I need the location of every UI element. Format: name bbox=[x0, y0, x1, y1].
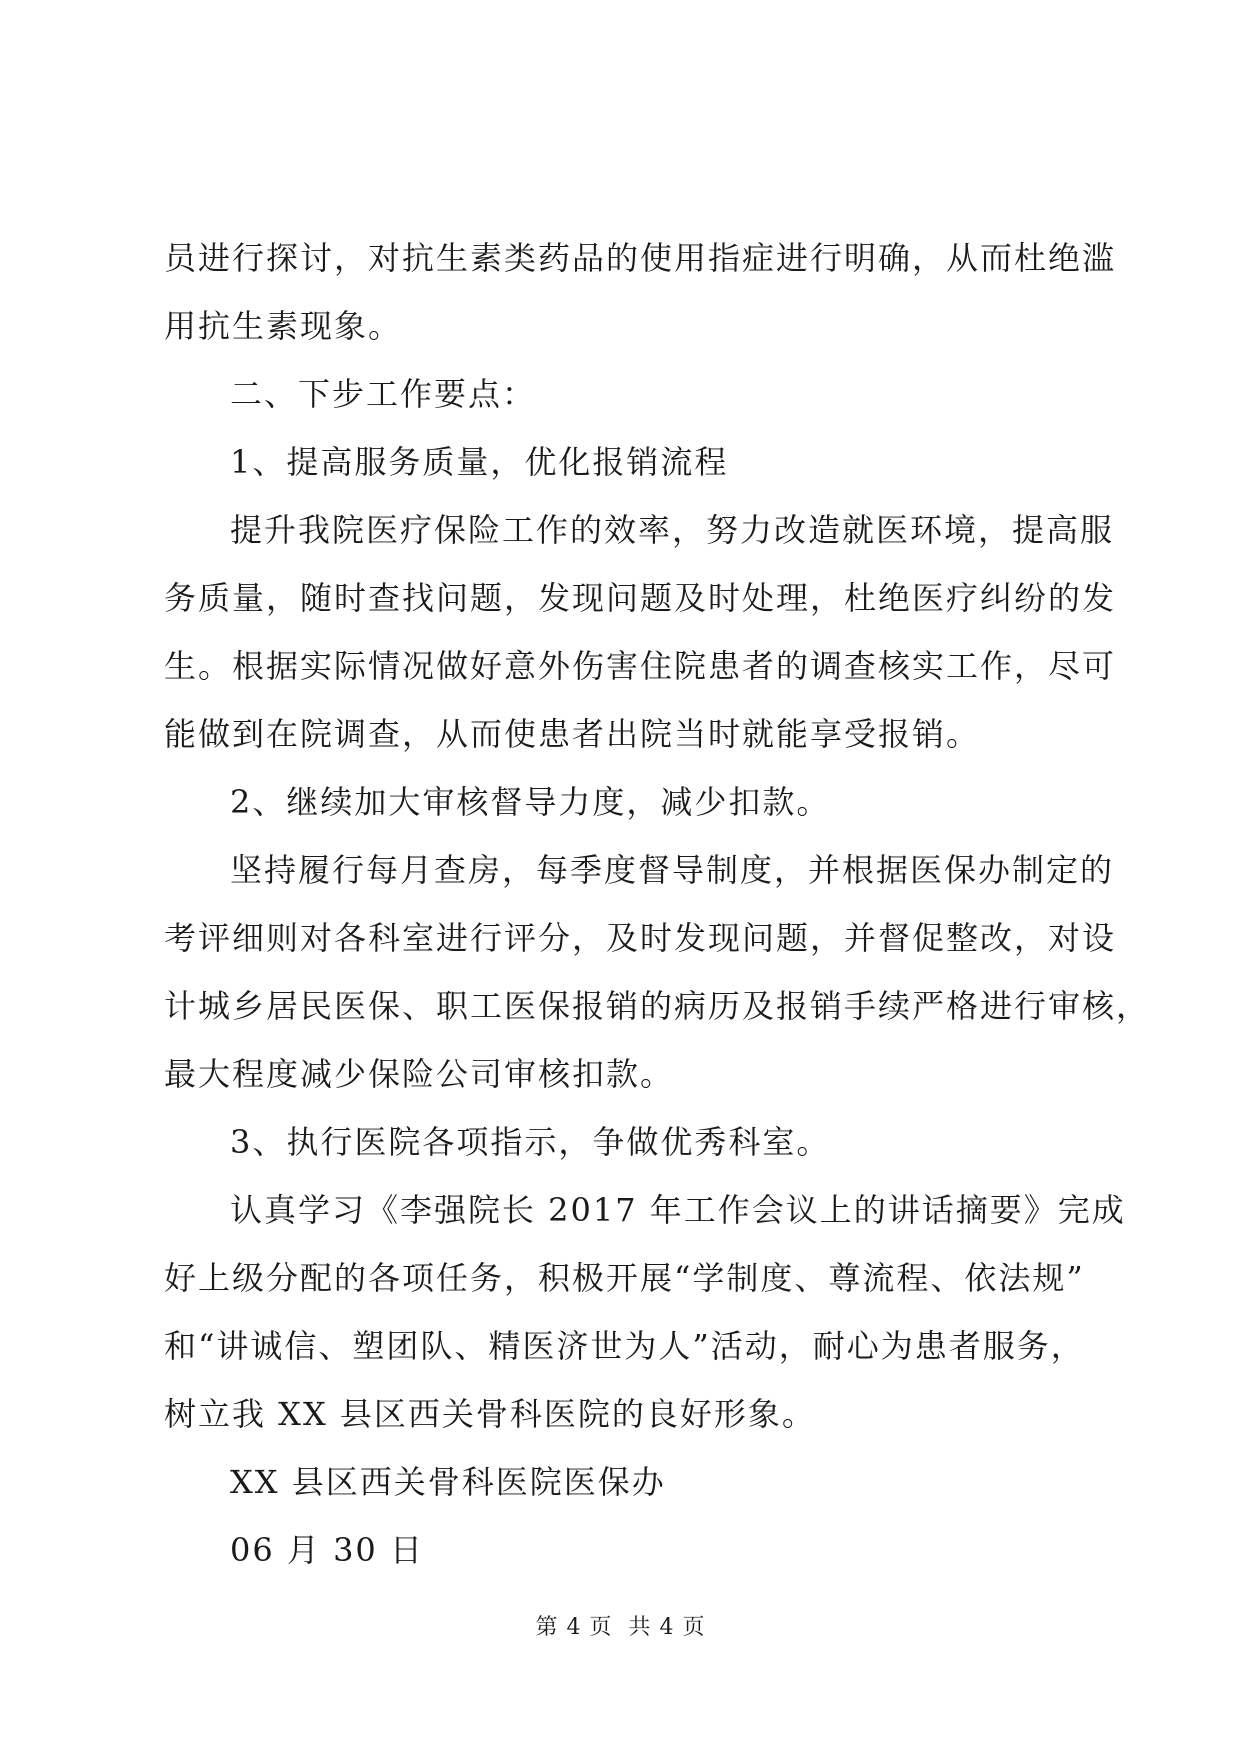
body-line: 用抗生素现象。 bbox=[164, 307, 403, 345]
signature-date: 06 月 30 日 bbox=[230, 1531, 424, 1569]
body-line: 树立我 XX 县区西关骨科医院的良好形象。 bbox=[164, 1395, 816, 1433]
body-line: 和“讲诚信、塑团队、精医济世为人”活动，耐心为患者服务， bbox=[164, 1327, 1085, 1365]
subsection-heading: 2、继续加大审核督导力度，减少扣款。 bbox=[230, 783, 831, 821]
body-line: 考评细则对各科室进行评分，及时发现问题，并督促整改，对设 bbox=[164, 919, 1117, 957]
body-line: 提升我院医疗保险工作的效率，努力改造就医环境，提高服 bbox=[230, 511, 1115, 549]
signature-organization: XX 县区西关骨科医院医保办 bbox=[230, 1463, 666, 1501]
body-line: 员进行探讨，对抗生素类药品的使用指症进行明确，从而杜绝滥 bbox=[164, 239, 1117, 277]
subsection-heading: 1、提高服务质量，优化报销流程 bbox=[230, 443, 729, 481]
body-line: 务质量，随时查找问题，发现问题及时处理，杜绝医疗纠纷的发 bbox=[164, 579, 1117, 617]
body-line: 计城乡居民医保、职工医保报销的病历及报销手续严格进行审核， bbox=[164, 987, 1151, 1025]
page-number: 第 4 页 bbox=[535, 1615, 613, 1640]
body-line: 坚持履行每月查房，每季度督导制度，并根据医保办制定的 bbox=[230, 851, 1115, 889]
document-body bbox=[164, 224, 1151, 1584]
body-line: 好上级分配的各项任务，积极开展“学制度、尊流程、依法规” bbox=[164, 1259, 1085, 1297]
section-heading: 二、下步工作要点： bbox=[230, 375, 537, 413]
page-total: 共 4 页 bbox=[628, 1615, 706, 1640]
page-footer bbox=[0, 1610, 1241, 1641]
body-line: 最大程度减少保险公司审核扣款。 bbox=[164, 1055, 675, 1093]
body-line: 能做到在院调查，从而使患者出院当时就能享受报销。 bbox=[164, 715, 981, 753]
body-line: 生。根据实际情况做好意外伤害住院患者的调查核实工作，尽可 bbox=[164, 647, 1117, 685]
body-line: 认真学习《李强院长 2017 年工作会议上的讲话摘要》完成 bbox=[230, 1191, 1126, 1229]
subsection-heading: 3、执行医院各项指示，争做优秀科室。 bbox=[230, 1123, 831, 1161]
